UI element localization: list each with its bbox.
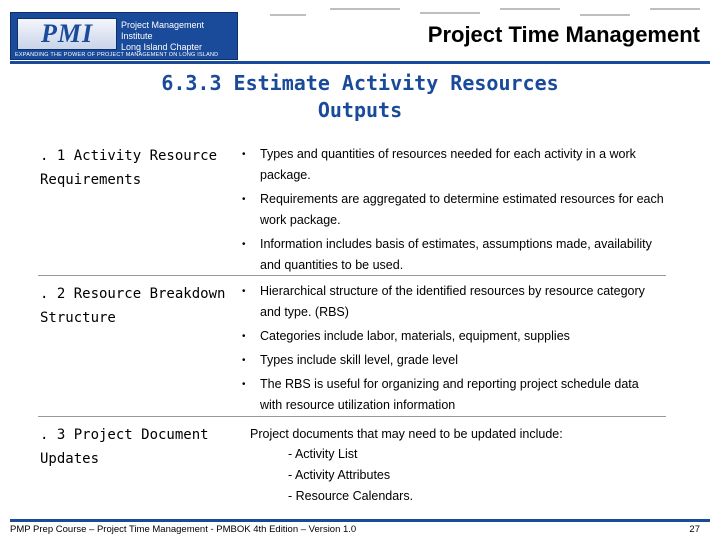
row-label-line1: . 1 Activity Resource [40,148,218,164]
row-content [250,424,664,507]
list-item: - Resource Calendars. [288,489,414,503]
decorative-bar [330,8,400,10]
slide-title [0,70,720,124]
list-item [242,234,664,276]
row-label-line2: Structure [40,310,116,326]
list-item [242,281,664,323]
footer-divider [10,519,710,522]
bullet-dot: • [242,149,246,160]
decorative-bar [500,8,560,10]
logo-org-line2: Long Island Chapter [121,42,203,52]
bullet-dot: • [242,355,246,366]
list-item-text: The RBS is useful for organizing and reporting project schedule data with resource utilization information [260,377,639,412]
table-row [38,138,666,276]
list-item-text: Types include skill level, grade level [260,353,459,367]
header-title: Project Time Management [427,22,700,47]
decorative-bar [650,8,700,10]
list-item [242,189,664,231]
row-label [40,144,240,192]
row-label-line2: Updates [40,451,100,467]
update-intro: Project documents that may need to be updated include: [250,427,563,441]
list-item-text: Information includes basis of estimates, assumptions made, availability and quantities to be used. [260,237,652,272]
logo-mark: PMI [17,18,117,50]
bullet-dot: • [242,286,246,297]
decorative-bar [580,14,630,16]
page-number: 27 [689,524,700,535]
list-item-text: Hierarchical structure of the identified resources by resource category and type. (RBS) [260,284,645,319]
slide-title-line1: 6.3.3 Estimate Activity Resources [161,71,559,95]
row-label [40,423,240,471]
table-row [38,276,666,416]
list-item [242,326,664,347]
row-content [242,144,664,279]
table-row [38,417,666,507]
logo-org-name [121,20,235,53]
decorative-bar [420,12,480,14]
bullet-dot: • [242,239,246,250]
list-item-text: Requirements are aggregated to determine estimated resources for each work package. [260,192,664,227]
row-label-line2: Requirements [40,172,142,188]
row-label-line1: . 3 Project Document [40,427,209,443]
slide-title-line2: Outputs [317,98,403,122]
pmi-logo [10,12,238,60]
row-label-line1: . 2 Resource Breakdown [40,286,226,302]
row-label [40,282,240,330]
decorative-bar [270,14,306,16]
header-divider [10,61,710,64]
list-item [242,374,664,416]
bullet-dot: • [242,194,246,205]
list-item: - Activity List [288,447,358,461]
row-content [242,281,664,419]
list-item [242,350,664,371]
list-item [242,144,664,186]
logo-tagline: EXPANDING THE POWER OF PROJECT MANAGEMENT ON LONG ISLAND [15,52,219,58]
footer-text: PMP Prep Course – Project Time Management - PMBOK 4th Edition – Version 1.0 [10,524,357,535]
bullet-dot: • [242,331,246,342]
logo-org-line1: Project Management Institute [121,20,205,41]
list-item-text: Categories include labor, materials, equipment, supplies [260,329,570,343]
list-item: - Activity Attributes [288,468,391,482]
bullet-dot: • [242,379,246,390]
list-item-text: Types and quantities of resources needed for each activity in a work package. [260,147,636,182]
